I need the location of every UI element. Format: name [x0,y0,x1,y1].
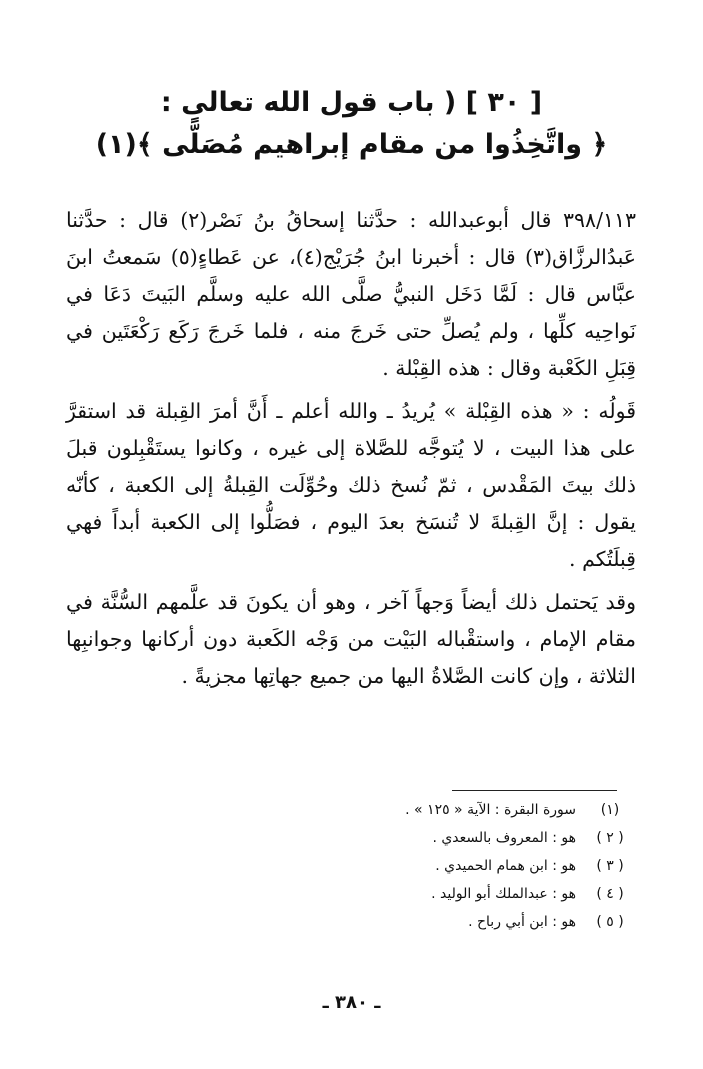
footnotes [260,796,630,936]
footnote-number: ( ٣ ) [596,858,624,874]
commentary-paragraph: قَولُه : « هذه القِبْلة » يُريدُ ـ والله أعلم ـ أَنَّ أمرَ القِبلة قد استقرَّ على هذا البيت ، لا يُتوجَّه للصَّلاة إلى غيره ، وكانوا يستَقْبِلون قبلَ ذلك بيتَ المَقْدس ، ثمّ نُسخ ذلك وحُوِّلَت القِبلةُ إلى الكعبة ، كأنّه يقول : إنَّ القِبلةَ لا تُنسَخ بعدَ اليوم ، فصَلُّوا إلى الكعبة أبداً فهي قِبلَتُكم . [66,399,636,571]
chapter-heading [40,82,663,166]
main-text [66,202,636,695]
footnote-text: هو : ابن همام الحميدي . [435,858,576,874]
footnote-item [260,796,630,824]
chapter-title-line-2: ﴿ واتَّخِذُوا من مقام إبراهيم مُصَلًّى ﴾(١) [95,129,608,160]
footnote-item [260,880,630,908]
hadith-paragraph: ٣٩٨/١١٣ قال أبوعبدالله : حدَّثنا إسحاقُ بنُ نَصْر(٢) قال : حدَّثنا عَبدُالرزَّاق(٣) قال : أخبرنا ابنُ جُرَيْج(٤)، عن عَطاءٍ(٥) سَمعتُ ابنَ عبَّاس قال : لَمَّا دَخَل النبيُّ صلَّى الله عليه وسلَّم البَيتَ دَعَا في نَواحِيه كلِّها ، ولم يُصلِّ حتى خَرجَ منه ، فلما خَرجَ رَكَع رَكْعَتَين في قِبَلِ الكَعْبة وقال : هذه القِبْلة . [66,208,637,380]
footnote-separator [452,790,617,791]
page-number: ـ ٣٨٠ ـ [322,992,381,1013]
footnote-number: (١) [600,802,620,818]
footnote-text: سورة البقرة : الآية « ١٢٥ » . [405,802,576,818]
footnote-text: هو : ابن أبي رباح . [468,914,576,930]
commentary-paragraph: وقد يَحتمل ذلك أيضاً وَجهاً آخر ، وهو أن يكونَ قد علَّمهم السُّنَّة في مقام الإمام ، واستقْباله البَيْت من وَجْه الكَعبة دون أركانها وجوانبِها الثلاثة ، وإن كانت الصَّلاةُ اليها من جميع جهاتِها مجزيةً . [66,590,636,688]
footnote-item [260,852,630,880]
footnote-item [260,824,630,852]
chapter-title-line-1: [ ٣٠ ] ( باب قول الله تعالى : [160,87,543,118]
footnote-text: هو : عبدالملك أبو الوليد . [431,886,576,902]
footnote-text: هو : المعروف بالسعدي . [432,830,576,846]
footnote-number: ( ٢ ) [596,830,624,846]
footnote-number: ( ٤ ) [596,886,624,902]
footnote-item [260,908,630,936]
footnote-number: ( ٥ ) [596,914,624,930]
